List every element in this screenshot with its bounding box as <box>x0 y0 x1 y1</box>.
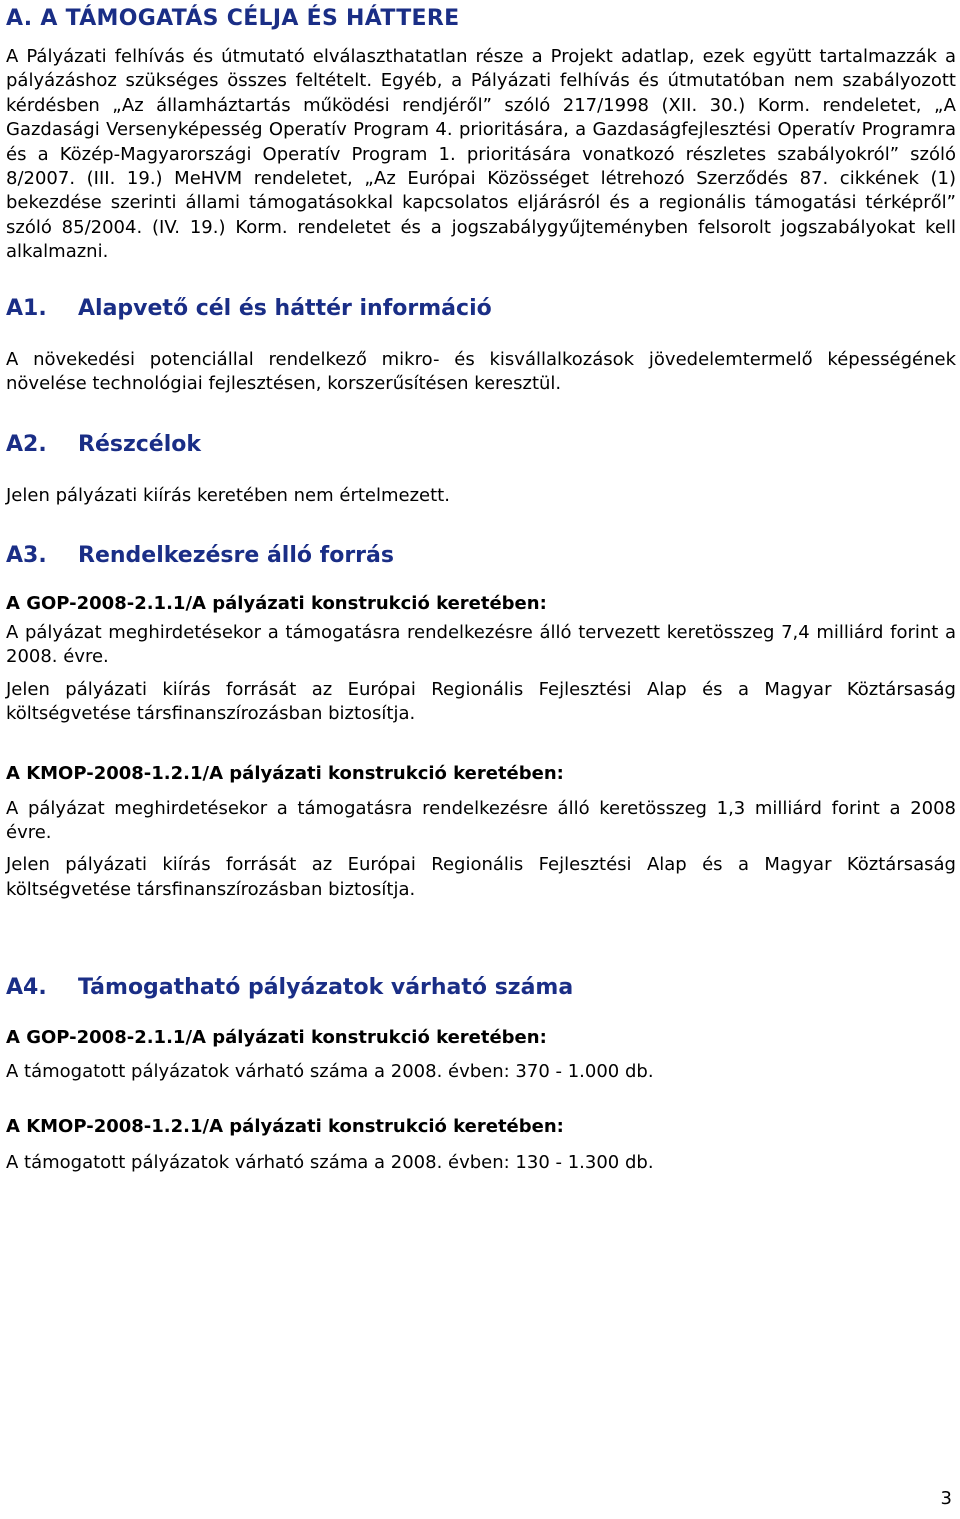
section-number: A4. <box>6 975 47 1001</box>
text-line: képességének növelése technológiai fejlesztésen, korszerűsítésen keresztül. <box>6 348 956 395</box>
text-line: A pályázat meghirdetésekor a támogatásra rendelkezésre álló tervezett keretösszeg <box>6 621 775 643</box>
section-a2-text: Jelen pályázati kiírás keretében nem értelmezett. <box>6 485 450 507</box>
text-line: Jelen pályázati kiírás forrását az Európai Regionális Fejlesztési Alap és a Magyar <box>6 854 832 876</box>
section-a1-text <box>6 348 956 397</box>
intro-line: tartalmazzák a pályázáshoz szükséges összes feltételt. Egyéb, a Pályázati felhívás és <box>6 46 956 92</box>
kmop-source-text <box>6 853 956 902</box>
gop-subheading: A GOP-2008-2.1.1/A pályázati konstrukció keretében: <box>6 592 547 614</box>
section-number: A1. <box>6 295 47 321</box>
intro-line: útmutatóban nem szabályozott kérdésben „Az államháztartás működési rendjéről” szóló <box>6 70 956 116</box>
intro-line: Program 1. prioritására vonatkozó részletes szabályokról” szóló 8/2007. (III. 19.) MeHVM <box>6 143 956 190</box>
text-line: Köztársaság költségvetése társfinanszírozásban biztosítja. <box>6 678 956 725</box>
text-line: A pályázat meghirdetésekor a támogatásra rendelkezésre álló keretösszeg 1,3 milliárd <box>6 797 822 819</box>
section-a2-heading <box>6 431 956 459</box>
section-title: Részcélok <box>78 432 202 458</box>
section-title: Rendelkezésre álló forrás <box>78 542 394 568</box>
kmop-subheading: A KMOP-2008-1.2.1/A pályázati konstrukció keretében: <box>6 762 564 784</box>
text-line: 7,4 milliárd forint a 2008. évre. <box>6 621 956 668</box>
document-page <box>6 0 956 1175</box>
page-title: A. A TÁMOGATÁS CÉLJA ÉS HÁTTERE <box>6 6 460 31</box>
kmop-subheading: A KMOP-2008-1.2.1/A pályázati konstrukció keretében: <box>6 1115 564 1137</box>
section-a1-heading <box>6 295 956 323</box>
text-line: A növekedési potenciállal rendelkező mikro- és kisvállalkozások jövedelemtermelő <box>6 348 813 370</box>
gop-count-text: A támogatott pályázatok várható száma a 2008. évben: 370 - 1.000 db. <box>6 1061 654 1083</box>
kmop-count-text: A támogatott pályázatok várható száma a 2008. évben: 130 - 1.300 db. <box>6 1151 654 1173</box>
intro-line: jogszabályokat kell alkalmazni. <box>6 216 956 263</box>
gop-subheading: A GOP-2008-2.1.1/A pályázati konstrukció keretében: <box>6 1027 547 1049</box>
intro-line: szóló 85/2004. (IV. 19.) Korm. rendeletet és a jogszabálygyűjteményben felsorolt <box>6 216 771 238</box>
intro-line: szerinti állami támogatásokkal kapcsolatos eljárásról és a regionális támogatási térképről” <box>110 192 956 214</box>
text-line: forint a 2008 évre. <box>6 797 957 843</box>
section-number: A3. <box>6 542 47 568</box>
page-number: 3 <box>940 1488 952 1509</box>
kmop-budget-text <box>6 797 956 846</box>
section-number: A2. <box>6 432 47 458</box>
intro-line: rendeletet, „Az Európai Közösséget létrehozó Szerződés 87. cikkének (1) bekezdése <box>6 168 956 214</box>
section-a3-heading <box>6 542 956 570</box>
intro-line: A Pályázati felhívás és útmutató elválaszthatatlan része a Projekt adatlap, ezek együtt <box>6 46 812 67</box>
section-a4-heading <box>6 974 956 1002</box>
intro-line: 217/1998 (XII. 30.) Korm. rendeletet, „A Gazdasági Versenyképesség Operatív Program 4. <box>6 94 956 141</box>
gop-source-text <box>6 678 956 727</box>
intro-line: prioritására, a Gazdaságfejlesztési Operatív Programra és a Közép-Magyarországi Operatív <box>6 119 956 165</box>
intro-paragraph <box>6 45 956 265</box>
gop-budget-text <box>6 621 956 670</box>
text-line: Köztársaság költségvetése társfinanszírozásban biztosítja. <box>6 854 956 900</box>
section-title: Támogatható pályázatok várható száma <box>78 975 574 1001</box>
text-line: Jelen pályázati kiírás forrását az Európai Regionális Fejlesztési Alap és a Magyar <box>6 678 832 700</box>
section-title: Alapvető cél és háttér információ <box>78 295 492 321</box>
